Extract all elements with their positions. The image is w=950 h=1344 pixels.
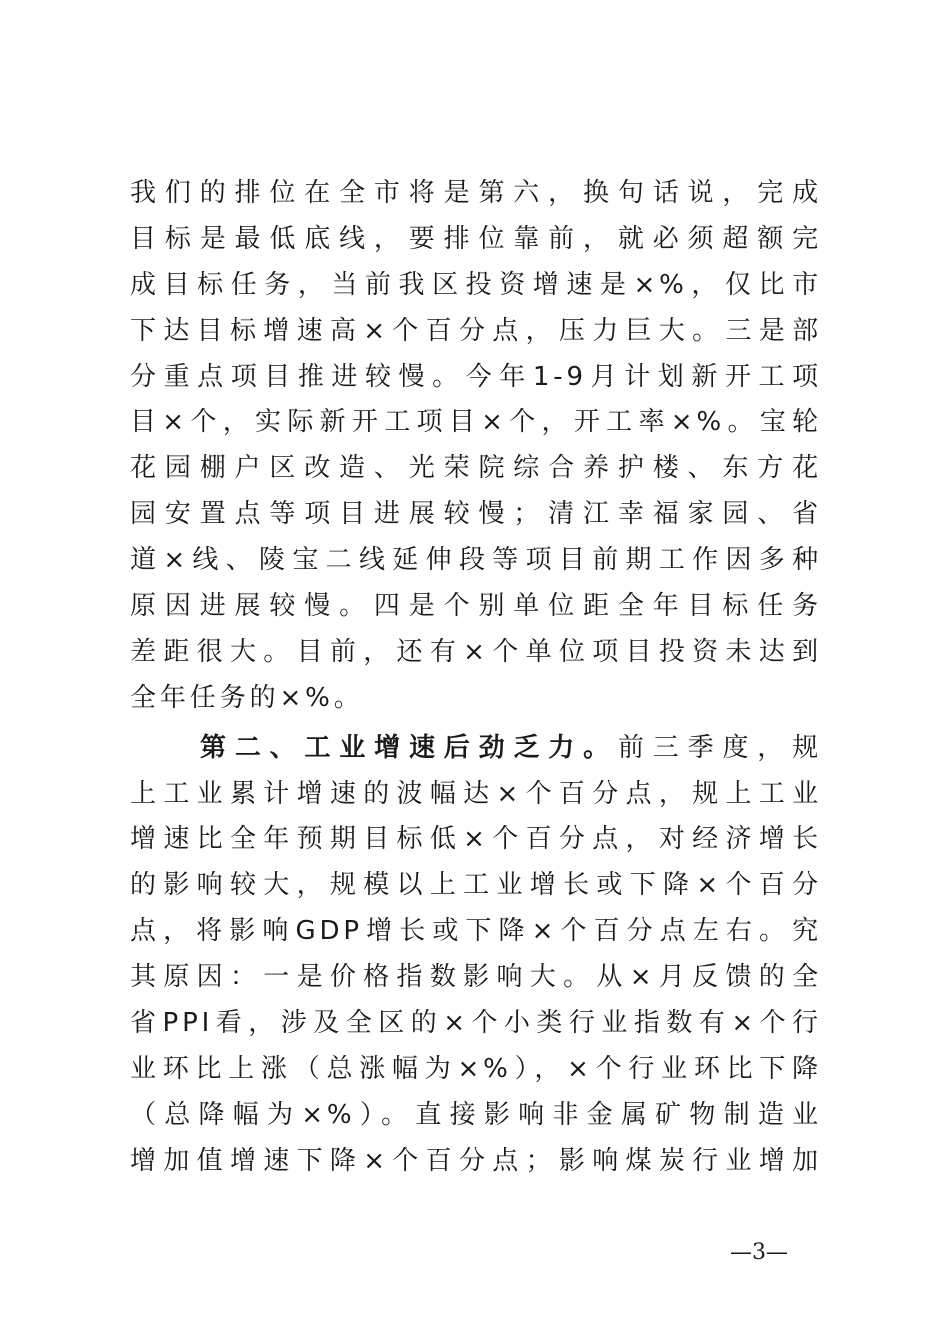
paragraph-2-line: 省PPI看，涉及全区的×个小类行业指数有×个行	[130, 1008, 822, 1039]
paragraph-1-line: 目×个，实际新开工项目×个，开工率×%。宝轮	[130, 407, 822, 438]
paragraph-1-line: 道×线、陵宝二线延伸段等项目前期工作因多种	[130, 545, 822, 576]
section-heading: 第二、工业增速后劲乏力。	[200, 732, 618, 763]
paragraph-2-line: 点，将影响GDP增长或下降×个百分点左右。究	[130, 916, 822, 947]
paragraph-1-line: 花园棚户区改造、光荣院综合养护楼、东方花	[130, 453, 822, 484]
paragraph-2-line: 业环比上涨（总涨幅为×%），×个行业环比下降	[130, 1053, 822, 1084]
paragraph-2-line: （总降幅为×%）。直接影响非金属矿物制造业	[130, 1099, 822, 1130]
paragraph-1-line: 原因进展较慢。四是个别单位距全年目标任务	[130, 591, 822, 622]
paragraph-1-line: 成目标任务，当前我区投资增速是×%，仅比市	[130, 269, 822, 300]
paragraph-2-line: 的影响较大，规模以上工业增长或下降×个百分	[130, 870, 822, 901]
paragraph-1-line: 我们的排位在全市将是第六，换句话说，完成	[130, 178, 822, 208]
paragraph-2-first-line	[130, 726, 822, 772]
paragraph-1-line: 差距很大。目前，还有×个单位项目投资未达到	[130, 636, 822, 667]
paragraph-1-line: 分重点项目推进较慢。今年1-9月计划新开工项	[130, 361, 822, 392]
paragraph-2-line: 其原因：一是价格指数影响大。从×月反馈的全	[130, 962, 822, 993]
document-body	[130, 171, 822, 1185]
paragraph-1-line: 全年任务的×%。	[130, 682, 364, 713]
paragraph-2-line: 增速比全年预期目标低×个百分点，对经济增长	[130, 824, 822, 855]
paragraph-2-line: 上工业累计增速的波幅达×个百分点，规上工业	[130, 778, 822, 809]
paragraph-1-line: 下达目标增速高×个百分点，压力巨大。三是部	[130, 315, 822, 346]
page-number: —3—	[730, 1240, 788, 1265]
paragraph-1-line: 园安置点等项目进展较慢；清江幸福家园、省	[130, 499, 822, 530]
paragraph-2-lead-text: 前三季度，规	[617, 732, 822, 763]
paragraph-2-line: 增加值增速下降×个百分点；影响煤炭行业增加	[130, 1145, 822, 1176]
paragraph-1-line: 目标是最低底线，要排位靠前，就必须超额完	[130, 223, 822, 254]
